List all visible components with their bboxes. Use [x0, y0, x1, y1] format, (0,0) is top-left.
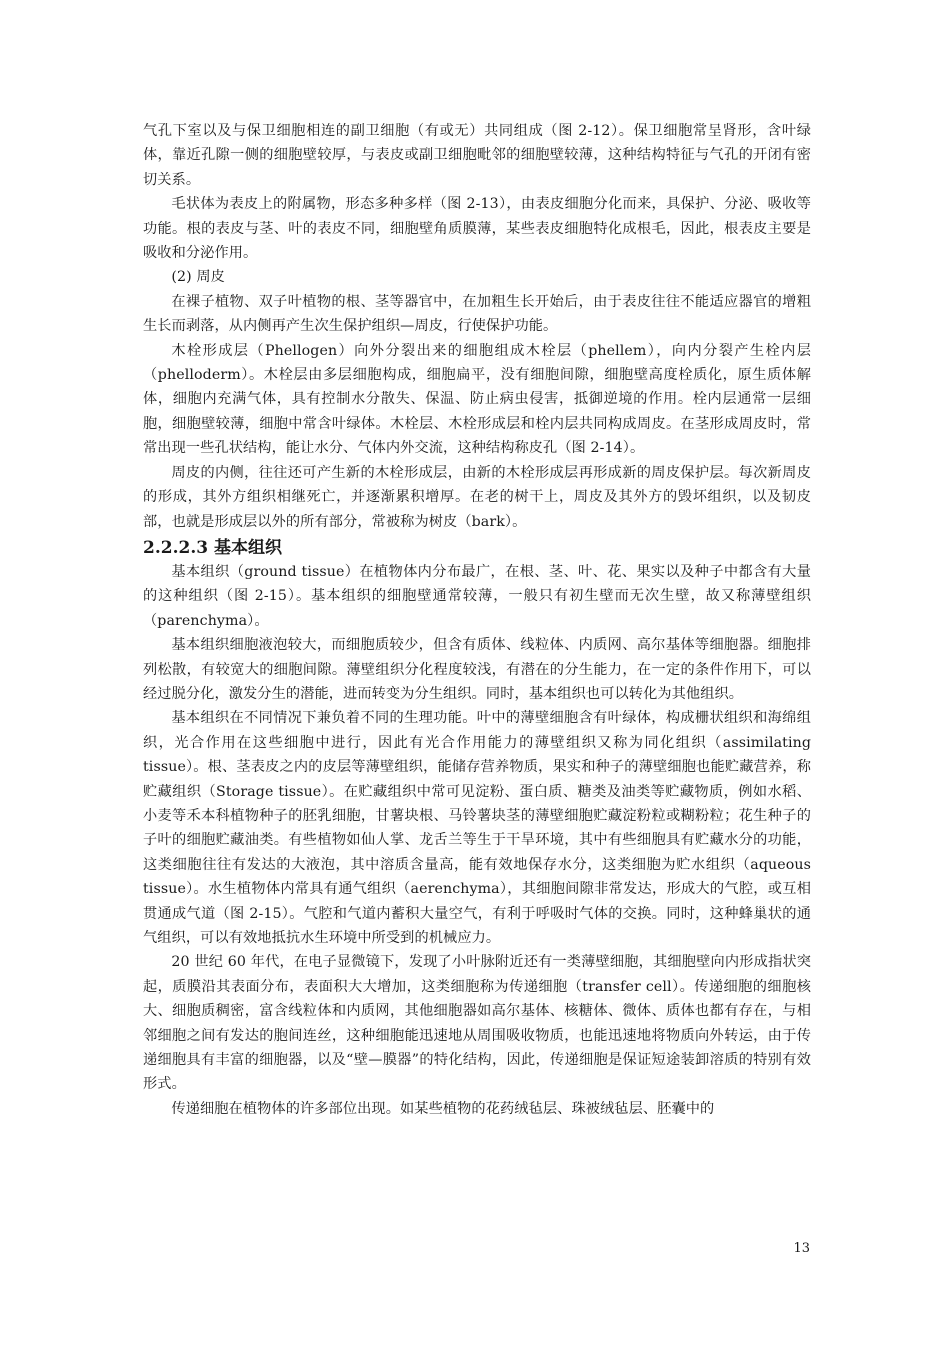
page-number: 13 [793, 1241, 810, 1256]
paragraph: 木栓形成层（Phellogen）向外分裂出来的细胞组成木栓层（phellem），向内分裂产生栓内层（phelloderm）。木栓层由多层细胞构成，细胞扁平，没有细胞间隙，细胞壁高度栓质化，原生质体解体，细胞内充满气体，具有控制水分散失、保温、防止病虫侵害，抵御逆境的作用。栓内层通常一层细胞，细胞壁较薄，细胞中常含叶绿体。木栓层、木栓形成层和栓内层共同构成周皮。在茎形成周皮时，常常出现一些孔状结构，能让水分、气体内外交流，这种结构称皮孔（图 2-14）。 [143, 342, 811, 457]
paragraph: 基本组织细胞液泡较大，而细胞质较少，但含有质体、线粒体、内质网、高尔基体等细胞器。细胞排列松散，有较宽大的细胞间隙。薄壁组织分化程度较浅，有潜在的分生能力，在一定的条件作用下，可以经过脱分化，激发分生的潜能，进而转变为分生组织。同时，基本组织也可以转化为其他组织。 [143, 637, 811, 702]
subsection-heading: (2) 周皮 [171, 269, 225, 286]
text-body [143, 119, 811, 1121]
paragraph: 基本组织（ground tissue）在植物体内分布最广，在根、茎、叶、花、果实以及种子中都含有大量的这种组织（图 2-15）。基本组织的细胞壁通常较薄，一般只有初生壁而无次生壁，故又称薄壁组织（parenchyma）。 [143, 563, 811, 629]
paragraph: 基本组织在不同情况下兼负着不同的生理功能。叶中的薄壁细胞含有叶绿体，构成栅状组织和海绵组织，光合作用在这些细胞中进行，因此有光合作用能力的薄壁组织又称为同化组织（assimilating tissue）。根、茎表皮之内的皮层等薄壁组织，能储存营养物质，果实和种子的薄壁细胞也能贮藏营养，称贮藏组织（Storage tissue）。在贮藏组织中常可见淀粉、蛋白质、糖类及油类等贮藏物质，例如水稻、小麦等禾本科植物种子的胚乳细胞，甘薯块根、马铃薯块茎的薄壁细胞贮藏淀粉粒或糊粉粒；花生种子的子叶的细胞贮藏油类。有些植物如仙人掌、龙舌兰等生于干旱环境，其中有些细胞具有贮藏水分的功能，这类细胞往往有发达的大液泡，其中溶质含量高，能有效地保存水分，这类细胞为贮水组织（aqueous tissue）。水生植物体内常具有通气组织（aerenchyma），其细胞间隙非常发达，形成大的气腔，或互相贯通成气道（图 2-15）。气腔和气道内蓄积大量空气，有利于呼吸时气体的交换。同时，这种蜂巢状的通气组织，可以有效地抵抗水生环境中所受到的机械应力。 [143, 710, 811, 946]
paragraph: 毛状体为表皮上的附属物，形态多种多样（图 2-13），由表皮细胞分化而来，具保护、分泌、吸收等功能。根的表皮与茎、叶的表皮不同，细胞壁角质膜薄，某些表皮细胞特化成根毛，因此，根表皮主要是吸收和分泌作用。 [143, 196, 811, 262]
paragraph: 20 世纪 60 年代，在电子显微镜下，发现了小叶脉附近还有一类薄壁细胞，其细胞壁向内形成指状突起，质膜沿其表面分布，表面积大大增加，这类细胞称为传递细胞（transfer cell）。传递细胞的细胞核大、细胞质稠密，富含线粒体和内质网，其他细胞器如高尔基体、核糖体、微体、质体也都有存在，与相邻细胞之间有发达的胞间连丝，这种细胞能迅速地从周围吸收物质，也能迅速地将物质向外转运，由于传递细胞具有丰富的细胞器，以及“壁—膜器”的特化结构，因此，传递细胞是保证短途装卸溶质的特别有效形式。 [143, 954, 811, 1093]
paragraph: 传递细胞在植物体的许多部位出现。如某些植物的花药绒毡层、珠被绒毡层、胚囊中的 [171, 1100, 715, 1117]
paragraph: 气孔下室以及与保卫细胞相连的副卫细胞（有或无）共同组成（图 2-12）。保卫细胞常呈肾形，含叶绿体，靠近孔隙一侧的细胞壁较厚，与表皮或副卫细胞毗邻的细胞壁较薄，这种结构特征与气孔的开闭有密切关系。 [143, 123, 811, 188]
paragraph: 在裸子植物、双子叶植物的根、茎等器官中，在加粗生长开始后，由于表皮往往不能适应器官的增粗生长而剥落，从内侧再产生次生保护组织—周皮，行使保护功能。 [143, 293, 811, 335]
paragraph: 周皮的内侧，往往还可产生新的木栓形成层，由新的木栓形成层再形成新的周皮保护层。每次新周皮的形成，其外方组织相继死亡，并逐渐累积增厚。在老的树干上，周皮及其外方的毁坏组织，以及韧皮部，也就是形成层以外的所有部分，常被称为树皮（bark）。 [143, 464, 811, 530]
section-heading: 2.2.2.3 基本组织 [143, 537, 282, 558]
